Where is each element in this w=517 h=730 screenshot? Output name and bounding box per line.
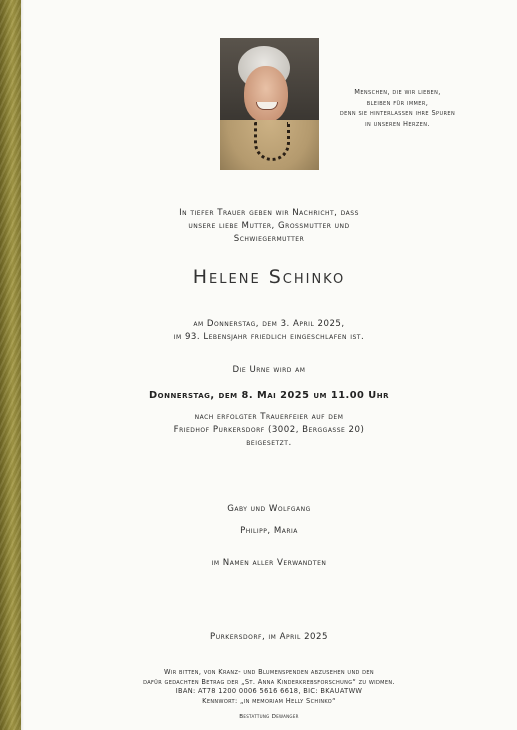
burial-details xyxy=(21,411,517,449)
donation-request xyxy=(21,668,517,706)
intro-line: unsere liebe Mutter, Grossmutter und xyxy=(188,220,350,231)
burial-line: beigesetzt. xyxy=(246,437,292,448)
mourners-line-2: Philipp, Maria xyxy=(240,526,298,536)
motto-line: denn sie hinterlassen ihre Spuren xyxy=(339,109,456,117)
motto-line: Menschen, die wir lieben, xyxy=(354,88,441,96)
motto-line: in unseren Herzen. xyxy=(365,119,430,128)
motto-line: bleiben für immer, xyxy=(366,98,429,107)
death-line: am Donnerstag, dem 3. April 2025, xyxy=(193,319,345,329)
memorial-motto xyxy=(330,87,465,129)
death-line: im 93. Lebensjahr friedlich eingeschlafen ist. xyxy=(173,331,365,342)
death-notice xyxy=(21,318,517,344)
deceased-name: Helene Schinko xyxy=(192,266,346,288)
place-and-date: Purkersdorf, im April 2025 xyxy=(210,632,328,642)
donation-line: Wir bitten, von Kranz- und Blumenspenden abzusehen und den xyxy=(164,668,374,676)
decorative-gold-border xyxy=(0,0,21,730)
relatives-line: im Namen aller Verwandten xyxy=(211,558,327,568)
mourners-line-1: Gaby und Wolfgang xyxy=(227,504,311,514)
photo-face xyxy=(244,66,288,122)
portrait-photo xyxy=(220,38,319,170)
donation-line: dafür gedachten Betrag der „St. Anna Kinderkrebsforschung“ zu widmen. xyxy=(143,677,395,686)
intro-line: Schwiegermutter xyxy=(233,233,305,244)
donation-line: Kennwort: „in memoriam Helly Schinko“ xyxy=(202,696,336,705)
ceremony-date: Donnerstag, dem 8. Mai 2025 um 11.00 Uhr xyxy=(149,390,389,401)
urn-intro: Die Urne wird am xyxy=(232,365,306,375)
intro-line: In tiefer Trauer geben wir Nachricht, dass xyxy=(179,208,359,218)
burial-line: Friedhof Purkersdorf (3002, Berggasse 20) xyxy=(173,424,365,435)
burial-line: nach erfolgter Trauerfeier auf dem xyxy=(194,412,344,422)
donation-line: IBAN: AT78 1200 0006 5616 6618, BIC: BKAUATWW xyxy=(175,687,363,696)
announcement-intro xyxy=(21,207,517,245)
photo-necklace xyxy=(254,122,290,161)
undertaker-name: Bestattung Dewanger xyxy=(239,714,299,720)
